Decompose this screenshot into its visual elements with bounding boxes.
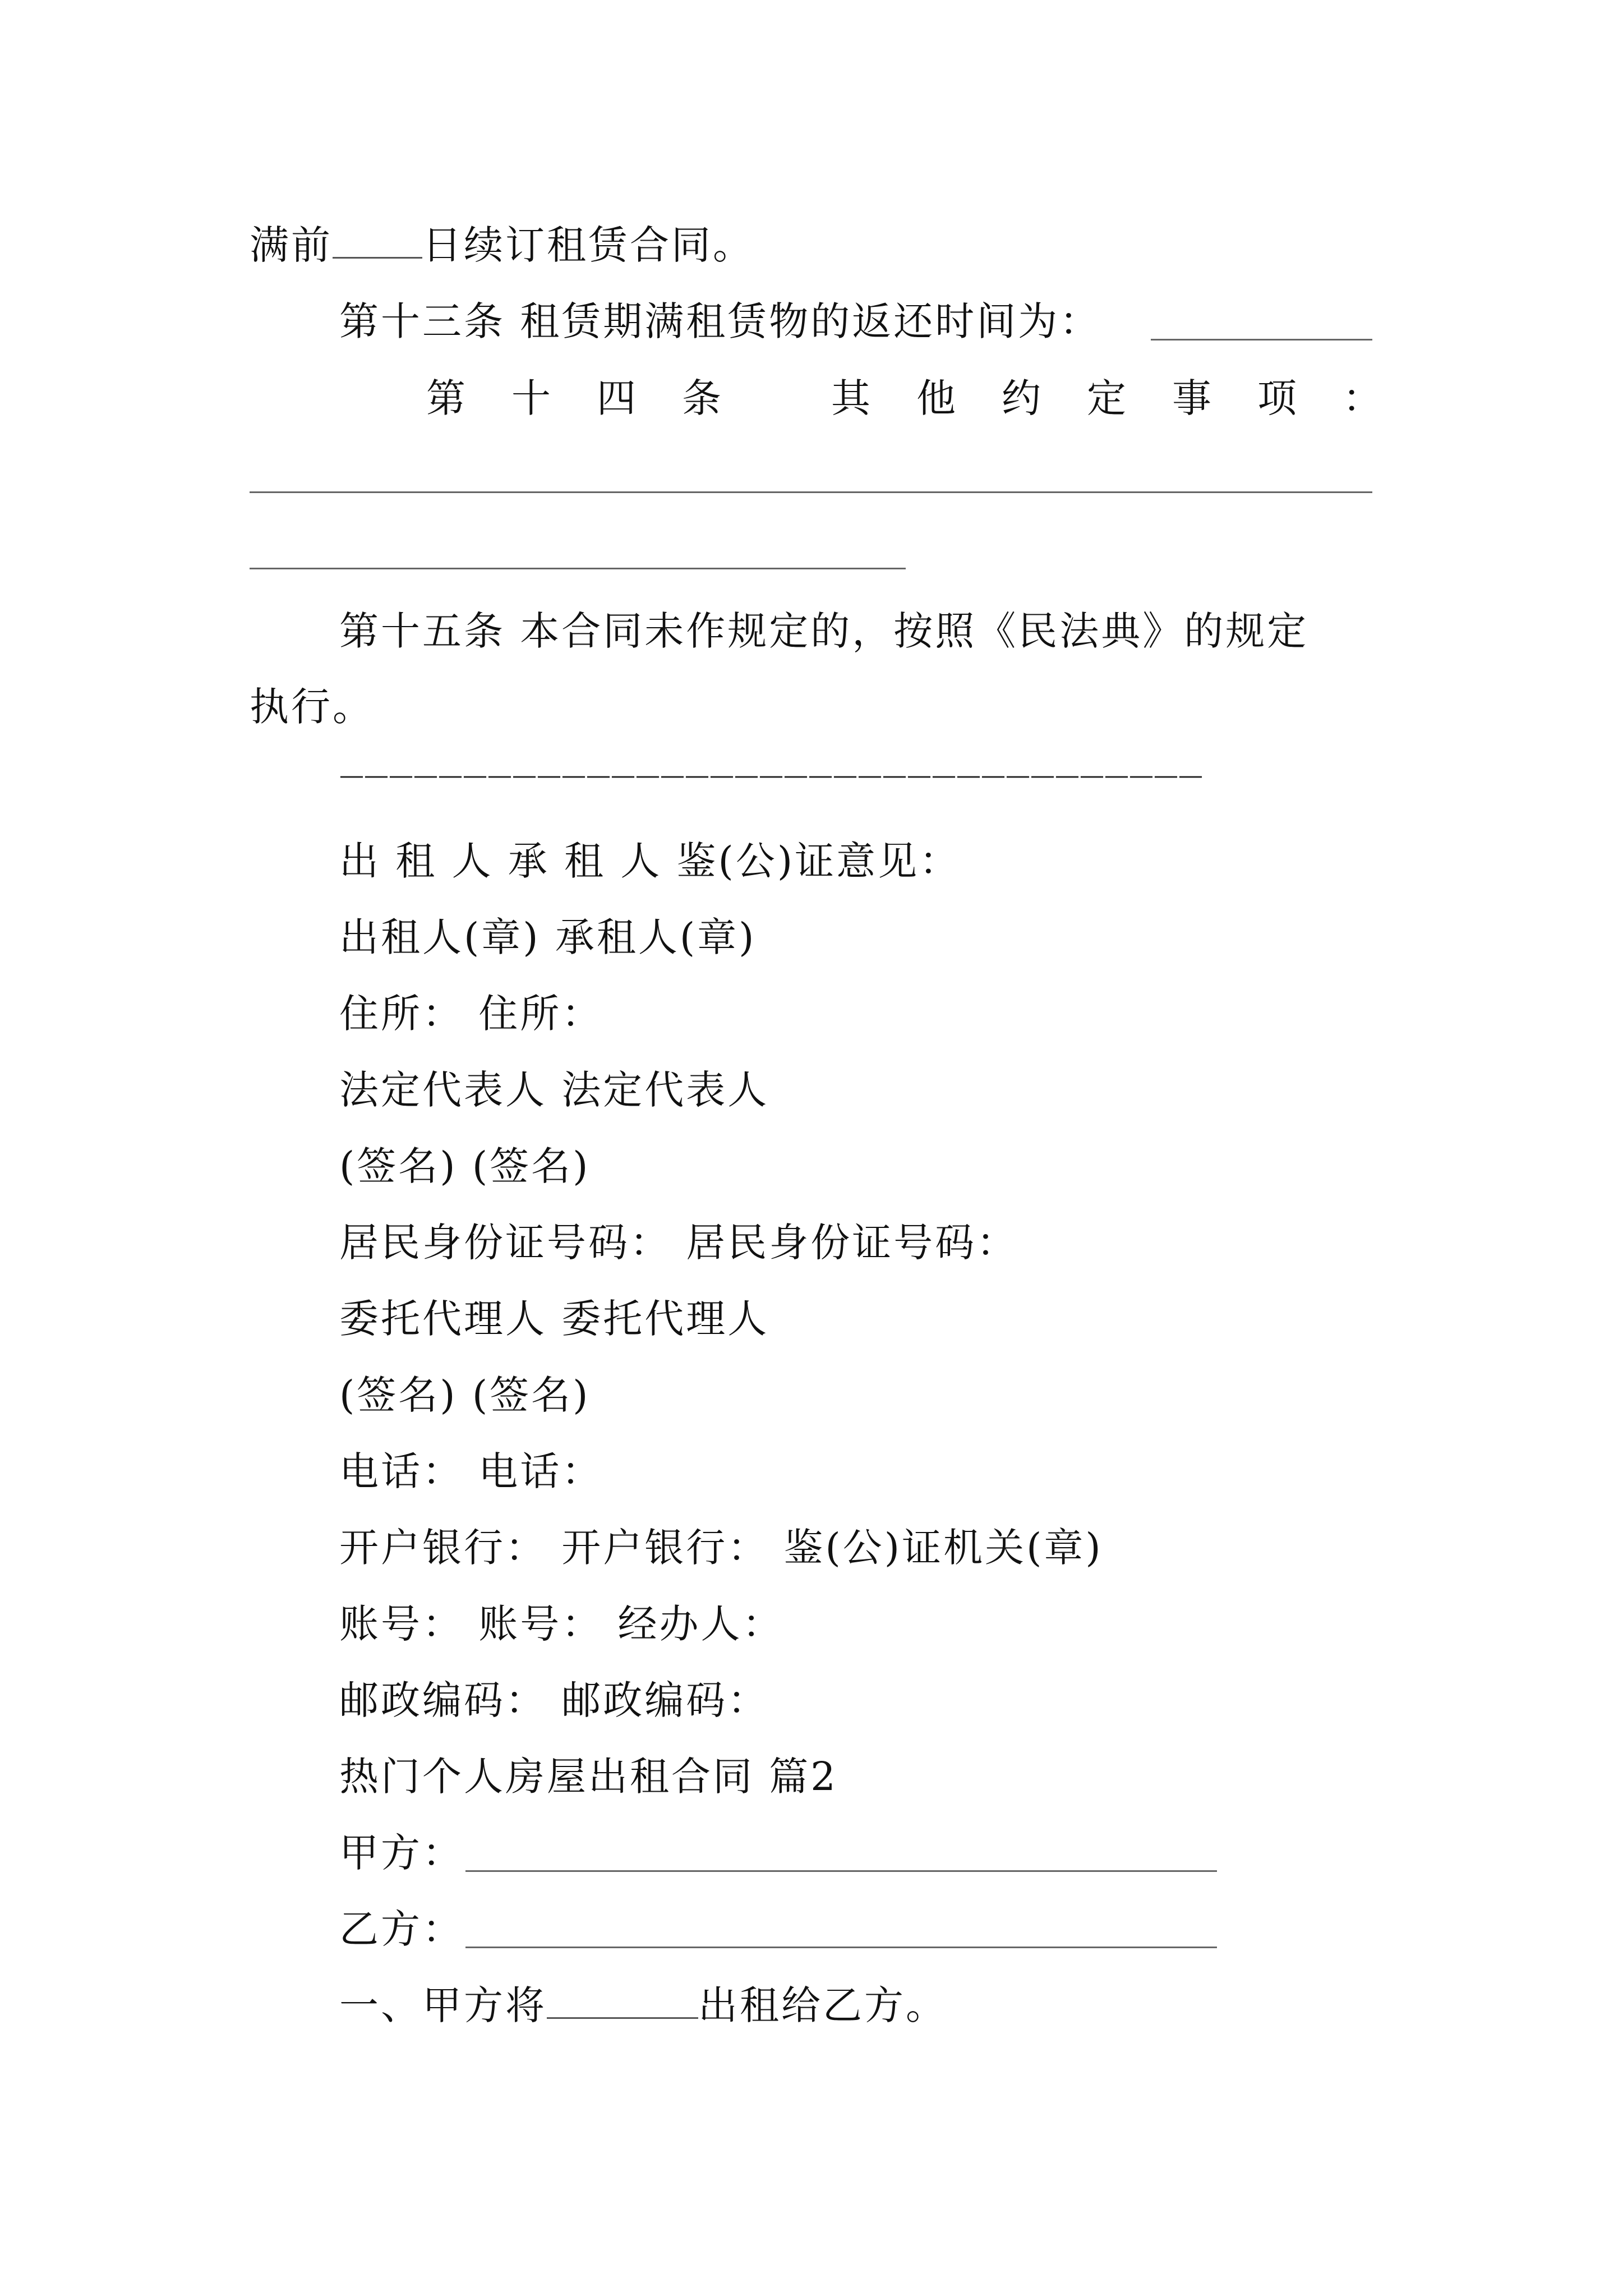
text: 满前 — [250, 222, 333, 268]
blank-field — [250, 491, 1372, 493]
text: 甲方： — [339, 1830, 464, 1876]
clause-13 — [339, 296, 1101, 347]
char: 其 — [831, 375, 870, 421]
text: 第十五条 本合同未作规定的，按照《民法典》的规定 — [339, 608, 1309, 654]
blank-field — [547, 1982, 698, 2019]
text: 出租给乙方。 — [698, 1982, 947, 2028]
text-line — [339, 1370, 591, 1420]
char: 约 — [1002, 375, 1041, 421]
blank-field — [465, 1947, 1217, 1948]
blank-field — [1151, 339, 1372, 341]
text-line — [339, 912, 757, 963]
text: 乙方： — [339, 1906, 464, 1952]
char: 第 — [426, 375, 465, 421]
char: 项 — [1257, 375, 1297, 421]
text-line — [339, 836, 961, 886]
clause-14 — [0, 373, 1623, 424]
text: 热门个人房屋出租合同 篇2 — [339, 1754, 838, 1800]
text: 出租人(章) 承租人(章) — [339, 914, 757, 960]
char: 十 — [511, 375, 551, 421]
char: 四 — [597, 375, 636, 421]
blank-field — [465, 1870, 1217, 1872]
blank-field — [250, 568, 906, 569]
text: 日续订租赁合同。 — [422, 222, 754, 268]
text: 账号： 账号： 经办人： — [339, 1601, 784, 1647]
text: 执行。 — [250, 684, 374, 730]
section-heading — [339, 1751, 838, 1802]
char: 定 — [1087, 375, 1126, 421]
text: (签名) (签名) — [339, 1143, 591, 1189]
text-line — [339, 1828, 464, 1878]
text: (签名) (签名) — [339, 1372, 591, 1418]
text: ——————————————————————————————————— — [339, 761, 1203, 790]
text-line — [339, 1599, 784, 1649]
text-line — [339, 1980, 947, 2031]
text-line — [339, 1065, 769, 1115]
text-line — [250, 682, 374, 732]
dash-separator — [339, 751, 1203, 801]
text: 邮政编码： 邮政编码： — [339, 1677, 769, 1723]
char: 事 — [1172, 375, 1211, 421]
text-line — [339, 988, 603, 1039]
text: 法定代表人 法定代表人 — [339, 1067, 769, 1113]
char: ： — [1343, 375, 1382, 421]
char: 条 — [682, 375, 721, 421]
text: 居民身份证号码： 居民身份证号码： — [339, 1220, 1018, 1266]
text-line — [339, 1675, 769, 1726]
text-line — [339, 1446, 603, 1497]
text: 电话： 电话： — [339, 1448, 603, 1494]
text-line — [339, 1522, 1103, 1573]
text: 出 租 人 承 租 人 鉴(公)证意见： — [339, 838, 961, 884]
text-line — [339, 1141, 591, 1191]
text: 委托代理人 委托代理人 — [339, 1296, 769, 1342]
text: 一、甲方将 — [339, 1982, 547, 2028]
text: 开户银行： 开户银行： 鉴(公)证机关(章) — [339, 1525, 1103, 1571]
clause-15 — [339, 606, 1308, 656]
text-line — [250, 220, 754, 270]
text-line — [339, 1294, 769, 1344]
text-line — [339, 1217, 1018, 1268]
blank-field — [333, 222, 422, 259]
char: 他 — [916, 375, 956, 421]
text: 第十三条 租赁期满租赁物的返还时间为： — [339, 298, 1101, 344]
text-line — [339, 1904, 464, 1954]
text: 住所： 住所： — [339, 991, 603, 1037]
